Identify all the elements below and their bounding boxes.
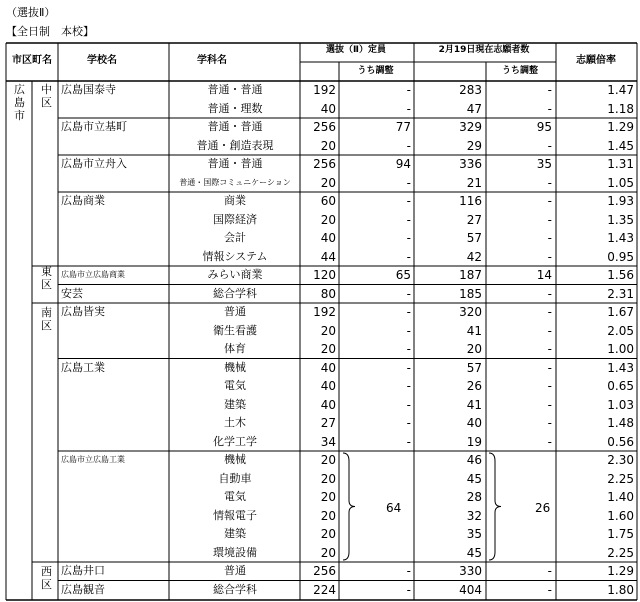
cell-dept: 普通・普通 — [207, 120, 263, 133]
cell-aadj: - — [547, 249, 552, 264]
cell-aadj: - — [547, 212, 552, 227]
cell-app: 41 — [466, 323, 482, 338]
cell-dept: 会計 — [224, 231, 246, 244]
cell-qadj: 65 — [395, 268, 411, 282]
cell-quota: 20 — [320, 138, 336, 153]
cell-dept: 国際経済 — [213, 212, 257, 226]
cell-aadj: - — [547, 175, 552, 190]
cell-ratio: 0.56 — [607, 434, 634, 449]
cell-app: 29 — [466, 138, 482, 153]
cell-aadj: - — [547, 434, 552, 449]
cell-quota: 20 — [320, 453, 336, 467]
cell-quota: 20 — [320, 545, 336, 560]
cell-aadj: - — [547, 564, 552, 578]
cell-app: 26 — [466, 379, 482, 393]
cell-dept: 普通・創造表現 — [196, 138, 274, 152]
city-name: 広島市 — [14, 83, 25, 122]
cell-app: 336 — [459, 157, 482, 171]
cell-qadj: - — [406, 564, 411, 578]
cell-quota: 20 — [320, 212, 336, 227]
cell-dept: 普通・国際コミュニケーション — [179, 177, 291, 187]
cell-ratio: 2.25 — [607, 545, 634, 560]
cell-quota: 256 — [313, 120, 336, 134]
cell-school: 広島市立広島商業 — [61, 270, 125, 279]
cell-qadj: - — [406, 83, 411, 97]
cell-aadj: - — [547, 101, 552, 116]
cell-ratio: 1.75 — [607, 527, 634, 541]
cell-school: 広島市立基町 — [61, 120, 127, 133]
caption-selection: （選抜Ⅱ） — [6, 6, 56, 19]
cell-dept: 総合学科 — [213, 582, 257, 596]
cell-qadj: - — [406, 194, 411, 208]
cell-dept: 建築 — [224, 397, 246, 411]
cell-quota: 40 — [320, 231, 336, 245]
cell-school: 広島井口 — [61, 564, 105, 577]
cell-app: 45 — [466, 471, 482, 486]
cell-aadj: - — [547, 360, 552, 375]
cell-aadj: 14 — [536, 268, 552, 282]
cell-aadj: - — [547, 342, 552, 356]
cell-quota: 256 — [313, 564, 336, 578]
cell-ratio: 0.95 — [607, 249, 634, 264]
cell-quota: 40 — [320, 101, 336, 116]
cell-ratio: 1.18 — [607, 101, 634, 116]
header-dept: 学科名 — [197, 55, 227, 66]
ward-label: 南区 — [41, 306, 52, 332]
cell-app: 330 — [459, 564, 482, 578]
cell-dept: 総合学科 — [213, 286, 257, 300]
grouping-brace — [343, 453, 355, 560]
cell-aadj: - — [547, 83, 552, 97]
cell-ratio: 1.47 — [607, 83, 634, 97]
cell-app: 21 — [466, 175, 482, 190]
cell-app: 28 — [466, 490, 482, 504]
cell-app: 187 — [459, 268, 482, 282]
header-applicants: 2月19日現在志願者数 — [438, 45, 530, 55]
cell-quota: 120 — [313, 268, 336, 282]
cell-school: 広島商業 — [61, 194, 105, 207]
cell-school: 広島国泰寺 — [61, 83, 116, 96]
header-quota: 選抜（Ⅱ）定員 — [326, 45, 386, 55]
ward-label: 西区 — [41, 565, 52, 591]
cell-app: 404 — [459, 582, 482, 597]
cell-dept: 環境設備 — [213, 545, 257, 559]
cell-aadj: - — [547, 397, 552, 412]
cell-quota: 20 — [320, 342, 336, 356]
cell-ratio: 1.29 — [607, 564, 634, 578]
cell-quota: 27 — [320, 416, 336, 430]
cell-dept: 情報システム — [202, 249, 268, 263]
cell-quota: 40 — [320, 360, 336, 375]
cell-qadj: - — [406, 231, 411, 245]
cell-app: 35 — [466, 527, 482, 541]
cell-aadj: - — [547, 305, 552, 319]
cell-app: 320 — [459, 305, 482, 319]
cell-ratio: 1.35 — [607, 212, 634, 227]
cell-app: 57 — [466, 360, 482, 375]
cell-ratio: 1.80 — [607, 582, 634, 597]
cell-qadj: - — [406, 397, 411, 412]
cell-dept: 機械 — [224, 360, 246, 374]
cell-app: 20 — [466, 342, 482, 356]
cell-ratio: 1.29 — [607, 120, 634, 134]
cell-aadj: - — [547, 138, 552, 153]
header-applicants-adj: うち調整 — [501, 66, 538, 76]
cell-quota: 44 — [320, 249, 336, 264]
cell-qadj: - — [406, 434, 411, 449]
cell-ratio: 1.67 — [607, 305, 634, 319]
caption-fulltime: 【全日制 本校】 — [6, 25, 94, 38]
cell-app: 283 — [459, 83, 482, 97]
ward-label: 東区 — [41, 265, 52, 291]
cell-quota: 20 — [320, 527, 336, 541]
cell-quota: 20 — [320, 508, 336, 523]
cell-ratio: 1.60 — [607, 508, 634, 523]
cell-qadj: - — [406, 323, 411, 338]
cell-quota: 20 — [320, 471, 336, 486]
cell-school: 安芸 — [61, 286, 83, 300]
cell-aadj: - — [547, 379, 552, 393]
cell-qadj: - — [406, 342, 411, 356]
cell-ratio: 1.03 — [607, 397, 634, 412]
cell-ratio: 1.56 — [607, 268, 634, 282]
cell-quota: 40 — [320, 379, 336, 393]
cell-dept: 自動車 — [218, 471, 252, 485]
cell-quota: 34 — [320, 434, 336, 449]
cell-dept: 土木 — [224, 416, 246, 429]
cell-qadj: - — [406, 212, 411, 227]
header-ratio: 志願倍率 — [576, 55, 616, 66]
cell-ratio: 1.93 — [607, 194, 634, 208]
cell-ratio: 1.05 — [607, 175, 634, 190]
cell-aadj: - — [547, 231, 552, 245]
cell-dept: みらい商業 — [207, 268, 263, 281]
cell-aadj: 35 — [536, 157, 552, 171]
cell-ratio: 2.30 — [607, 453, 634, 467]
cell-app: 45 — [466, 545, 482, 560]
cell-app: 47 — [466, 101, 482, 116]
cell-qadj: - — [406, 416, 411, 430]
cell-app: 41 — [466, 397, 482, 412]
bracket-quota-adj: 64 — [386, 501, 402, 515]
cell-dept: 情報電子 — [213, 508, 257, 522]
cell-quota: 40 — [320, 397, 336, 412]
cell-qadj: - — [406, 286, 411, 301]
cell-aadj: - — [547, 286, 552, 301]
cell-qadj: - — [406, 305, 411, 319]
cell-ratio: 0.65 — [607, 379, 634, 393]
cell-dept: 普通・普通 — [207, 157, 263, 170]
cell-qadj: - — [406, 138, 411, 153]
cell-app: 46 — [466, 453, 482, 467]
cell-ratio: 2.31 — [607, 286, 634, 301]
ward-label: 中区 — [41, 83, 52, 109]
cell-ratio: 1.40 — [607, 490, 634, 504]
cell-quota: 60 — [320, 194, 336, 208]
cell-app: 32 — [466, 508, 482, 523]
cell-app: 42 — [466, 249, 482, 264]
cell-app: 57 — [466, 231, 482, 245]
cell-dept: 普通・理数 — [207, 101, 263, 115]
cell-app: 329 — [459, 120, 482, 134]
cell-school: 広島工業 — [61, 360, 105, 374]
cell-app: 40 — [466, 416, 482, 430]
cell-school: 広島観音 — [61, 582, 105, 596]
cell-dept: 体育 — [224, 342, 246, 355]
cell-quota: 20 — [320, 323, 336, 338]
cell-qadj: - — [406, 360, 411, 375]
header-city: 市区町名 — [12, 55, 52, 66]
cell-dept: 建築 — [224, 527, 246, 540]
header-quota-adj: うち調整 — [357, 66, 394, 76]
cell-app: 116 — [459, 194, 482, 208]
cell-ratio: 1.43 — [607, 360, 634, 375]
cell-dept: 普通・普通 — [207, 83, 263, 96]
cell-ratio: 1.45 — [607, 138, 634, 153]
cell-app: 185 — [459, 286, 482, 301]
cell-dept: 電気 — [224, 379, 246, 392]
cell-aadj: - — [547, 194, 552, 208]
cell-app: 19 — [466, 434, 482, 449]
cell-school: 広島市立広島工業 — [61, 455, 125, 464]
cell-dept: 普通 — [224, 564, 246, 577]
cell-dept: 機械 — [224, 453, 246, 466]
cell-aadj: - — [547, 582, 552, 597]
cell-dept: 電気 — [224, 490, 246, 503]
cell-qadj: - — [406, 101, 411, 116]
cell-qadj: - — [406, 249, 411, 264]
cell-dept: 商業 — [224, 194, 246, 207]
cell-dept: 普通 — [224, 305, 246, 318]
cell-school: 広島皆実 — [61, 305, 105, 318]
cell-school: 広島市立舟入 — [61, 157, 127, 170]
cell-aadj: - — [547, 416, 552, 430]
cell-qadj: - — [406, 175, 411, 190]
cell-ratio: 1.00 — [607, 342, 634, 356]
cell-qadj: 94 — [395, 157, 411, 171]
cell-dept: 化学工学 — [213, 434, 257, 448]
cell-qadj: - — [406, 379, 411, 393]
bracket-app-adj: 26 — [535, 501, 551, 515]
cell-quota: 20 — [320, 175, 336, 190]
cell-ratio: 1.48 — [607, 416, 634, 430]
grouping-brace — [489, 453, 501, 560]
cell-ratio: 1.43 — [607, 231, 634, 245]
cell-quota: 80 — [320, 286, 336, 301]
cell-quota: 192 — [313, 83, 336, 97]
cell-app: 27 — [466, 212, 482, 227]
cell-quota: 256 — [313, 157, 336, 171]
cell-dept: 衛生看護 — [213, 323, 257, 337]
cell-quota: 192 — [313, 305, 336, 319]
cell-quota: 224 — [313, 582, 336, 597]
cell-ratio: 2.25 — [607, 471, 634, 486]
cell-quota: 20 — [320, 490, 336, 504]
cell-qadj: - — [406, 582, 411, 597]
cell-qadj: 77 — [395, 120, 411, 134]
cell-aadj: - — [547, 323, 552, 338]
header-school: 学校名 — [87, 55, 117, 66]
cell-ratio: 1.31 — [607, 157, 634, 171]
cell-aadj: 95 — [536, 120, 552, 134]
cell-ratio: 2.05 — [607, 323, 634, 338]
